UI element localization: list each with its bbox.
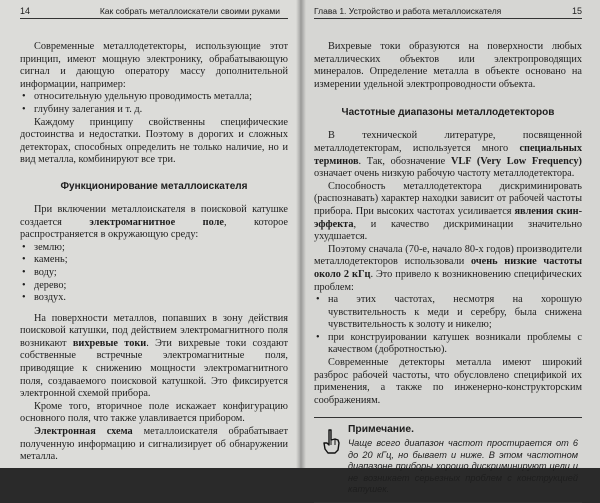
list-item: • дерево; bbox=[20, 280, 288, 293]
section-title: Частотные диапазоны металлодетекторов bbox=[341, 107, 555, 119]
paragraph: Современные детекторы металла имеют широкий разброс рабочей частоты, что обусловлено спецификой их применения, а также по инженерно-конструкторским соображениям. bbox=[314, 357, 582, 406]
list-item: • воду; bbox=[20, 267, 288, 280]
section-title: Функционирование металлоискателя bbox=[60, 180, 248, 192]
bullet-list bbox=[314, 294, 582, 357]
paragraph: Каждому принципу свойственны специфические достоинства и недостатки. Поэтому в дорогих и сложных детекторах, способных определить не только наличие, но и вид металла, комбинируют все три. bbox=[20, 116, 288, 166]
paragraph: Способность металлодетектора дискриминировать (распознавать) характер находки зависит от рабочей частоты прибора. При высоких частотах усиливается явления скин-эффекта, и качество дискриминации значительно ухудшается. bbox=[314, 180, 582, 243]
bold-term: электромагнитное поле bbox=[89, 216, 224, 228]
list-item: • на этих частотах, несмотря на хорошую чувствительность к меди и серебру, была снижена чувствительность к золоту и никелю; bbox=[314, 294, 582, 332]
bold-term: VLF (Very Low Frequency) bbox=[450, 155, 582, 167]
paragraph: Электронная схема металлоискателя обрабатывает полученную информацию и сигнализирует об обнаружении металла. bbox=[20, 426, 288, 463]
book-gutter bbox=[296, 0, 306, 468]
list-item: • землю; bbox=[20, 242, 288, 255]
running-title: Глава 1. Устройство и работа металлоискателя bbox=[314, 6, 502, 16]
page-number: 15 bbox=[571, 6, 582, 16]
paragraph: Поэтому сначала (70-е, начало 80-х годов) производители металлодетекторов использовали очень низкие частоты около 2 кГц. Это привело к возникновению специфических проблем: bbox=[314, 243, 582, 293]
left-page-header bbox=[20, 6, 288, 19]
running-title: Как собрать металлоискатели своими руками bbox=[99, 6, 280, 16]
paragraph: Вихревые токи образуются на поверхности любых металлических объектов или электропроводящих минералов. Определение металла в объекте основано на измерении удельной электропроводности объекта. bbox=[314, 41, 582, 90]
paragraph: Кроме того, вторичное поле искажает конфигурацию основного поля, что также улавливается прибором. bbox=[20, 400, 288, 425]
note-text: Чаще всего диапазон частот простирается от 6 до 20 кГц, но бывает и ниже. В этом частотном диапазоне приборы хорошо дискриминируют цели и не возникает серьезных проблем с конструкцией катушек. bbox=[348, 438, 578, 495]
list-item: • при конструировании катушек возникали проблемы с качеством (добротностью). bbox=[314, 332, 582, 357]
list-item: • камень; bbox=[20, 254, 288, 267]
right-page-header bbox=[314, 6, 582, 19]
bullet-list bbox=[20, 91, 288, 116]
note-title: Примечание. bbox=[348, 424, 414, 436]
paragraph: В технической литературе, посвященной металлодетекторам, используется много специальных терминов. Так, обозначение VLF (Very Low Frequency) означает очень низкую рабочую частоту металлодетектора. bbox=[314, 130, 582, 180]
left-page bbox=[0, 0, 300, 468]
paragraph: Современные металлодетекторы, использующие этот принцип, имеют мощную электронику, обрабатывающую сигнал и дающую оператору массу дополнительной информации, например: bbox=[20, 41, 288, 90]
pointing-hand-icon bbox=[320, 428, 342, 454]
bold-term: Электронная схема bbox=[34, 426, 133, 438]
paragraph: На поверхности металлов, попавших в зону действия поисковой катушки, под действием электромагнитного поля возникают вихревые токи. Эти вихревые токи создают собственные встречные электромагнитные поля, приводящие к снижению мощности электромагнитного поля, создаваемого поисковой катушкой. Это фиксируется электронной схемой прибора. bbox=[20, 312, 288, 400]
list-item: • глубину залегания и т. д. bbox=[20, 104, 288, 117]
list-item: • относительную удельную проводимость металла; bbox=[20, 91, 288, 104]
bold-term: очень низкие частоты около 2 кГц bbox=[314, 256, 582, 280]
list-item: • воздух. bbox=[20, 292, 288, 305]
bold-term: специальных терминов bbox=[314, 142, 582, 167]
note-box bbox=[314, 417, 582, 503]
paragraph: При включении металлоискателя в поисковой катушке создается электромагнитное поле, которое распространяется в окружающую среду: bbox=[20, 203, 288, 241]
page-number: 14 bbox=[20, 6, 31, 16]
right-page bbox=[300, 0, 600, 495]
bullet-list bbox=[20, 242, 288, 305]
bold-term: вихревые токи bbox=[72, 337, 147, 349]
bold-term: явления скин-эффекта bbox=[314, 205, 582, 230]
